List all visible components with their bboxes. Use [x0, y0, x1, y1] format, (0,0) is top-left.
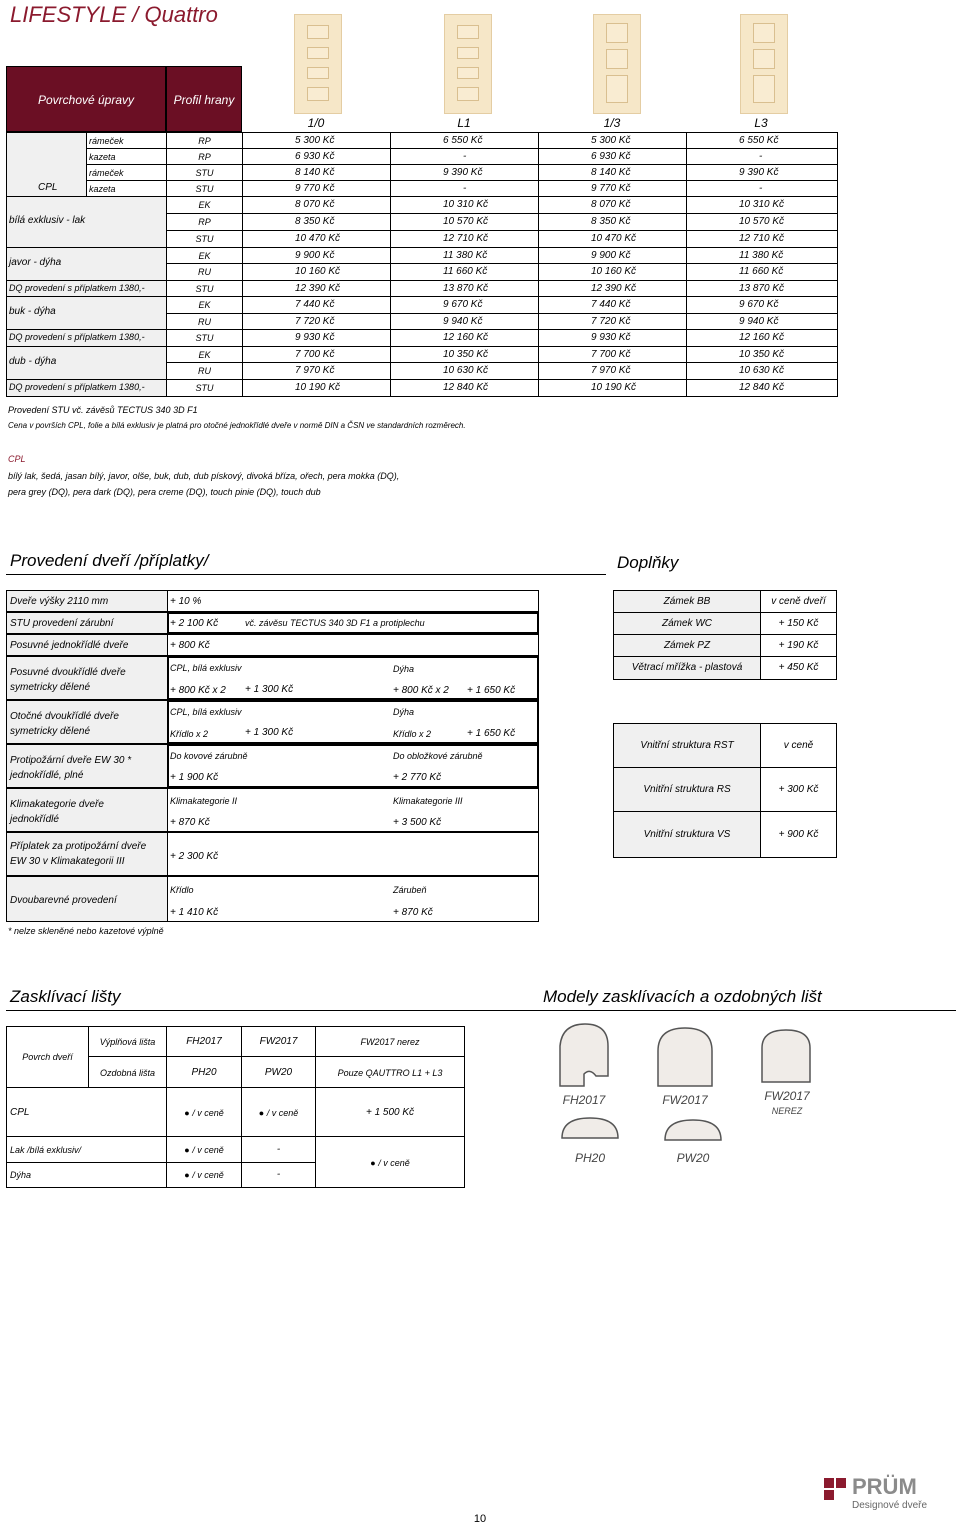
price-profile-cell — [166, 247, 243, 264]
ozdobna-label: Ozdobná lišta — [99, 1068, 156, 1078]
model-label: 1/0 — [307, 116, 325, 130]
dvoubar-h1: Křídlo — [170, 885, 194, 895]
price-sub-label: kazeta — [89, 184, 116, 194]
price-cell — [686, 132, 838, 149]
price-value: 12 840 Kč — [739, 382, 785, 393]
model-label: FW2017 — [764, 1089, 810, 1103]
price-profile: STU — [195, 383, 214, 393]
price-value: 5 300 Kč — [591, 135, 631, 146]
price-profile: STU — [195, 234, 214, 244]
price-profile-cell — [166, 180, 243, 197]
price-profile-cell — [166, 313, 243, 330]
header-profile — [166, 66, 242, 132]
zasklivaci-table — [6, 1026, 465, 1188]
height-value: + 10 % — [170, 596, 202, 607]
price-value: 10 570 Kč — [443, 216, 489, 227]
price-sub-label: kazeta — [89, 152, 116, 162]
posuvne2-h1: CPL, bílá exklusiv — [170, 663, 242, 673]
struktury-table — [613, 723, 837, 858]
price-cell — [390, 346, 539, 363]
ew30-v1: + 1 900 Kč — [170, 772, 219, 783]
door-illustration-l1 — [444, 14, 492, 114]
model-label: FW2017 — [662, 1093, 708, 1107]
zasklivaci-title: Zasklívací lišty — [10, 987, 121, 1006]
lak-fh: ● / v ceně — [184, 1145, 224, 1155]
otocne-label: Otočné dvoukřídlé dveře symetricky dělené — [10, 711, 119, 737]
note-stu: Provedení STU vč. závěsů TECTUS 340 3D F1 — [8, 405, 198, 415]
price-value: 8 070 Kč — [295, 199, 335, 210]
price-value: 10 310 Kč — [739, 199, 785, 210]
klima-v1: + 870 Kč — [170, 817, 210, 828]
price-group-label: DQ provedení s příplatkem 1380,- — [9, 283, 145, 293]
price-value: 6 550 Kč — [443, 135, 483, 146]
prum-logo — [824, 1476, 954, 1516]
price-cell — [242, 180, 391, 197]
price-cell — [242, 329, 391, 347]
modely-title: Modely zasklívacích a ozdobných lišt — [543, 987, 822, 1006]
price-cell — [686, 280, 838, 297]
struktura-value: + 900 Kč — [778, 829, 819, 840]
price-sub-label: rámeček — [89, 136, 124, 146]
price-value: 10 160 Kč — [591, 266, 637, 277]
price-profile: RP — [198, 136, 211, 146]
price-cell — [686, 313, 838, 330]
fw2017-profile-icon — [658, 1028, 712, 1086]
stu-label: STU provedení zárubní — [10, 618, 114, 629]
price-cell — [242, 280, 391, 297]
price-cell — [390, 379, 539, 397]
price-value: 10 310 Kč — [443, 199, 489, 210]
price-cell — [390, 329, 539, 347]
model-label: PH20 — [574, 1151, 606, 1165]
posuvne2-v1: + 800 Kč x 2 — [170, 685, 226, 696]
price-value: - — [759, 183, 763, 194]
price-value: 9 940 Kč — [443, 316, 483, 327]
note-price: Cena v površích CPL, folie a bílá exklusiv je platná pro otočné jednokřídlé dveře v normě DIN a ČSN ve standardních rozměrech. — [8, 421, 466, 430]
price-profile: STU — [195, 168, 214, 178]
price-value: 8 350 Kč — [295, 216, 335, 227]
doplnky-table — [613, 590, 837, 680]
price-cell — [686, 263, 838, 281]
price-value: 8 070 Kč — [591, 199, 631, 210]
struktura-label: Vnitřní struktura VS — [643, 829, 731, 840]
price-value: 9 940 Kč — [739, 316, 779, 327]
price-value: 12 710 Kč — [739, 233, 785, 244]
price-group-label: bílá exklusiv - lak — [9, 215, 86, 226]
dyha-row-label: Dýha — [10, 1170, 32, 1180]
posuvne2-v2: + 1 300 Kč — [245, 684, 294, 695]
page-title: LIFESTYLE / Quattro — [10, 2, 218, 27]
pw20-profile-icon — [665, 1120, 721, 1140]
price-value: 11 660 Kč — [443, 266, 488, 277]
price-value: 9 390 Kč — [739, 167, 779, 178]
price-profile-cell — [166, 346, 243, 363]
price-cell — [242, 362, 391, 380]
price-cell — [538, 164, 687, 181]
header-surface — [6, 66, 166, 132]
price-profile-cell — [166, 148, 243, 165]
model-label: FH2017 — [562, 1093, 606, 1107]
price-value: 6 930 Kč — [295, 151, 335, 162]
model-label: PW20 — [676, 1151, 710, 1165]
price-value: 9 900 Kč — [591, 250, 631, 261]
priplatek-value: + 2 300 Kč — [170, 851, 219, 862]
posuvne2-h2: Dýha — [393, 664, 415, 674]
price-sub-cell — [86, 132, 167, 149]
price-cell — [242, 196, 391, 214]
price-value: 10 350 Kč — [739, 349, 785, 360]
price-profile-cell — [166, 329, 243, 347]
price-profile: STU — [195, 284, 214, 294]
price-cell — [242, 379, 391, 397]
struktura-value: + 300 Kč — [778, 784, 819, 795]
merged-fwn: ● / v ceně — [370, 1158, 410, 1168]
price-cell — [686, 329, 838, 347]
lak-fw: - — [276, 1144, 281, 1155]
price-cell — [390, 148, 539, 165]
ph20-profile-icon — [562, 1118, 618, 1138]
header-profile-label: Profil hrany — [173, 93, 235, 107]
price-profile: RU — [198, 366, 211, 376]
price-value: 10 570 Kč — [739, 216, 785, 227]
price-group-label: dub - dýha — [9, 356, 57, 367]
price-cell — [390, 280, 539, 297]
price-value: 9 390 Kč — [443, 167, 483, 178]
price-group-label: DQ provedení s příplatkem 1380,- — [9, 382, 145, 392]
price-profile: STU — [195, 333, 214, 343]
fh2017-label: FH2017 — [186, 1036, 222, 1047]
price-value: 12 390 Kč — [295, 283, 341, 294]
ph20-label: PH20 — [191, 1067, 217, 1078]
otocne-v4: + 1 650 Kč — [467, 728, 516, 739]
price-group-label: CPL — [38, 182, 58, 193]
price-cell — [390, 313, 539, 330]
price-value: 10 350 Kč — [443, 349, 489, 360]
otocne-v3: Křídlo x 2 — [393, 729, 432, 739]
dvoubar-v1: + 1 410 Kč — [170, 907, 219, 918]
price-value: 7 720 Kč — [295, 316, 335, 327]
cpl-line-2: pera grey (DQ), pera dark (DQ), pera creme (DQ), touch pinie (DQ), touch dub — [8, 487, 321, 497]
price-cell — [242, 132, 391, 149]
price-sub-label: rámeček — [89, 168, 124, 178]
price-cell — [686, 346, 838, 363]
price-value: 9 930 Kč — [295, 332, 335, 343]
logo-mark-icon — [824, 1478, 834, 1488]
price-value: 7 440 Kč — [295, 299, 335, 310]
price-cell — [686, 196, 838, 214]
price-profile-cell — [166, 196, 243, 214]
price-value: 11 660 Kč — [739, 266, 784, 277]
price-profile: EK — [198, 350, 211, 360]
price-cell — [538, 213, 687, 231]
provedeni-footnote: * nelze skleněné nebo kazetové výplně — [8, 926, 164, 936]
price-profile: RU — [198, 267, 211, 277]
price-profile: RU — [198, 317, 211, 327]
stu-note: vč. závěsu TECTUS 340 3D F1 a protiplechu — [245, 618, 425, 628]
price-value: 12 160 Kč — [739, 332, 785, 343]
price-sub-cell — [86, 148, 167, 165]
price-cell — [538, 263, 687, 281]
price-cell — [686, 379, 838, 397]
price-value: 12 840 Kč — [443, 382, 489, 393]
price-value: 10 160 Kč — [295, 266, 341, 277]
price-cell — [538, 313, 687, 330]
price-cell — [686, 362, 838, 380]
price-profile-cell — [166, 230, 243, 248]
pouze-label: Pouze QAUTTRO L1 + L3 — [337, 1068, 443, 1078]
cpl-label: CPL — [8, 454, 26, 464]
posuvne1-value: + 800 Kč — [170, 640, 210, 651]
price-profile: RP — [198, 152, 211, 162]
struktura-label: Vnitřní struktura RS — [643, 784, 731, 795]
price-value: - — [759, 151, 763, 162]
logo-brand: PRÜM — [852, 1474, 917, 1499]
price-value: - — [463, 151, 467, 162]
price-cell — [390, 230, 539, 248]
price-cell — [242, 230, 391, 248]
price-cell — [390, 362, 539, 380]
price-cell — [242, 346, 391, 363]
height-label: Dveře výšky 2110 mm — [10, 596, 109, 607]
price-cell — [686, 296, 838, 314]
otocne-v1: Křídlo x 2 — [170, 729, 209, 739]
price-cell — [538, 362, 687, 380]
price-value: 10 190 Kč — [591, 382, 637, 393]
price-cell — [390, 180, 539, 197]
cpl-fw: ● / v ceně — [258, 1108, 299, 1118]
otocne-h1: CPL, bílá exklusiv — [170, 707, 242, 717]
door-illustration-1-0 — [294, 14, 342, 114]
doplnek-label: Zámek PZ — [663, 640, 711, 651]
price-profile: EK — [198, 200, 211, 210]
price-profile-cell — [166, 263, 243, 281]
price-value: 7 440 Kč — [591, 299, 631, 310]
fw2017-label: FW2017 — [259, 1036, 298, 1047]
dyha-fw: - — [276, 1169, 281, 1180]
posuvne2-label: Posuvné dvoukřídlé dveře symetricky dělené — [10, 667, 126, 693]
price-profile-cell — [166, 379, 243, 397]
struktura-value: v ceně — [783, 740, 814, 751]
ew30-h2: Do obložkové zárubně — [393, 751, 483, 761]
price-cell — [686, 180, 838, 197]
price-table — [6, 132, 837, 400]
price-cell — [242, 213, 391, 231]
price-profile-cell — [166, 213, 243, 231]
posuvne2-v3: + 800 Kč x 2 — [393, 685, 449, 696]
povrch-label: Povrch dveří — [22, 1052, 73, 1062]
header-surface-label: Povrchové úpravy — [37, 93, 135, 107]
cpl-line-1: bílý lak, šedá, jasan bílý, javor, olše, buk, dub, dub pískový, divoká bříza, ořech, pera mokka (DQ), — [8, 471, 400, 481]
price-sub-cell — [86, 164, 167, 181]
price-value: 10 190 Kč — [295, 382, 341, 393]
lak-row-label: Lak /bílá exklusiv/ — [10, 1145, 82, 1155]
klima-label: Klimakategorie dveře jednokřídlé — [10, 799, 104, 825]
price-value: 9 900 Kč — [295, 250, 335, 261]
price-value: 7 970 Kč — [591, 365, 631, 376]
door-illustration-l3 — [740, 14, 788, 114]
price-value: - — [463, 183, 467, 194]
price-profile-cell — [166, 362, 243, 380]
price-profile: EK — [198, 300, 211, 310]
model-label: NEREZ — [771, 1106, 803, 1116]
price-cell — [242, 148, 391, 165]
doplnek-label: Zámek WC — [662, 618, 712, 629]
price-cell — [538, 247, 687, 264]
price-profile-cell — [166, 164, 243, 181]
price-group-label: javor - dýha — [9, 257, 62, 268]
dyha-fh: ● / v ceně — [184, 1170, 224, 1180]
price-cell — [390, 132, 539, 149]
price-group-label: buk - dýha — [9, 306, 56, 317]
price-value: 9 670 Kč — [739, 299, 779, 310]
doplnek-label: Větrací mřížka - plastová — [631, 662, 743, 673]
price-cell — [686, 164, 838, 181]
price-cell — [390, 213, 539, 231]
cpl-row-label: CPL — [10, 1107, 30, 1118]
price-value: 13 870 Kč — [739, 283, 785, 294]
price-cell — [538, 329, 687, 347]
price-value: 10 630 Kč — [443, 365, 489, 376]
model-label: 1/3 — [603, 116, 621, 130]
price-value: 13 870 Kč — [443, 283, 489, 294]
cpl-fh: ● / v ceně — [184, 1108, 224, 1118]
price-profile: EK — [198, 251, 211, 261]
price-value: 8 350 Kč — [591, 216, 631, 227]
price-value: 12 160 Kč — [443, 332, 489, 343]
price-profile-cell — [166, 296, 243, 314]
price-value: 6 930 Kč — [591, 151, 631, 162]
ew30-v2: + 2 770 Kč — [393, 772, 442, 783]
fw2017-nerez-profile-icon — [762, 1030, 810, 1082]
klima-h1: Klimakategorie II — [170, 796, 238, 806]
price-cell — [390, 196, 539, 214]
price-value: 7 970 Kč — [295, 365, 335, 376]
price-value: 8 140 Kč — [591, 167, 631, 178]
price-cell — [686, 213, 838, 231]
price-value: 12 710 Kč — [443, 233, 489, 244]
price-cell — [242, 296, 391, 314]
price-value: 8 140 Kč — [295, 167, 335, 178]
price-cell — [538, 180, 687, 197]
price-cell — [390, 247, 539, 264]
dvoubar-v2: + 870 Kč — [393, 907, 433, 918]
otocne-h2: Dýha — [393, 707, 415, 717]
provedeni-table — [6, 590, 539, 922]
price-cell — [390, 263, 539, 281]
price-value: 7 700 Kč — [591, 349, 631, 360]
page-number: 10 — [473, 1513, 487, 1525]
price-value: 10 470 Kč — [295, 233, 341, 244]
pw20-label: PW20 — [264, 1067, 293, 1078]
price-cell — [390, 164, 539, 181]
price-value: 9 770 Kč — [295, 183, 335, 194]
price-value: 5 300 Kč — [295, 135, 335, 146]
doplnek-value: v ceně dveří — [771, 596, 826, 607]
price-cell — [242, 247, 391, 264]
price-profile-cell — [166, 132, 243, 149]
model-label: L3 — [754, 116, 768, 130]
price-value: 12 390 Kč — [591, 283, 637, 294]
cpl-fwn: + 1 500 Kč — [365, 1107, 415, 1118]
price-cell — [538, 196, 687, 214]
ew30-label: Protipožární dveře EW 30 * jednokřídlé, plné — [10, 755, 132, 781]
otocne-v2: + 1 300 Kč — [245, 727, 294, 738]
dvoubar-label: Dvoubarevné provedení — [10, 895, 117, 906]
profile-drawings — [540, 1016, 840, 1176]
doplnek-value: + 150 Kč — [778, 618, 819, 629]
price-value: 9 670 Kč — [443, 299, 483, 310]
price-cell — [686, 247, 838, 264]
price-value: 9 930 Kč — [591, 332, 631, 343]
dvoubar-h2: Zárubeň — [393, 885, 427, 895]
price-cell — [242, 263, 391, 281]
price-sub-cell — [86, 180, 167, 197]
price-cell — [538, 296, 687, 314]
posuvne1-label: Posuvné jednokřídlé dveře — [10, 640, 129, 651]
price-cell — [242, 313, 391, 330]
price-value: 6 550 Kč — [739, 135, 779, 146]
price-cell — [686, 230, 838, 248]
price-cell — [686, 148, 838, 165]
price-cell — [538, 230, 687, 248]
vyplnova-label: Výplňová lišta — [99, 1037, 156, 1047]
doplnky-title: Doplňky — [617, 553, 679, 572]
price-profile-cell — [166, 280, 243, 297]
price-cell — [242, 164, 391, 181]
doplnek-value: + 450 Kč — [778, 662, 819, 673]
price-profile: RP — [198, 217, 211, 227]
price-profile: STU — [195, 184, 214, 194]
struktura-label: Vnitřní struktura RST — [640, 740, 734, 751]
door-illustration-1-3 — [593, 14, 641, 114]
doplnek-label: Zámek BB — [663, 596, 711, 607]
price-group-label: DQ provedení s příplatkem 1380,- — [9, 332, 145, 342]
price-value: 11 380 Kč — [443, 250, 488, 261]
fh2017-profile-icon — [560, 1024, 608, 1086]
price-value: 11 380 Kč — [739, 250, 784, 261]
klima-h2: Klimakategorie III — [393, 796, 463, 806]
klima-v2: + 3 500 Kč — [393, 817, 442, 828]
price-cell — [538, 148, 687, 165]
price-value: 10 630 Kč — [739, 365, 785, 376]
price-value: 9 770 Kč — [591, 183, 631, 194]
priplatek-label: Příplatek za protipožární dveře EW 30 v Klimakategorii III — [10, 841, 147, 867]
price-cell — [390, 296, 539, 314]
price-cell — [538, 346, 687, 363]
price-cell — [538, 379, 687, 397]
price-cell — [538, 132, 687, 149]
stu-value: + 2 100 Kč — [170, 618, 219, 629]
price-value: 10 470 Kč — [591, 233, 637, 244]
ew30-h1: Do kovové zárubně — [170, 751, 248, 761]
fw2017-nerez-label: FW2017 nerez — [360, 1037, 420, 1047]
doplnek-value: + 190 Kč — [778, 640, 819, 651]
posuvne2-v4: + 1 650 Kč — [467, 685, 516, 696]
price-value: 7 700 Kč — [295, 349, 335, 360]
logo-tagline: Designové dveře — [852, 1500, 928, 1511]
model-label: L1 — [457, 116, 471, 130]
price-value: 7 720 Kč — [591, 316, 631, 327]
price-cell — [538, 280, 687, 297]
provedeni-title: Provedení dveří /příplatky/ — [10, 551, 209, 570]
